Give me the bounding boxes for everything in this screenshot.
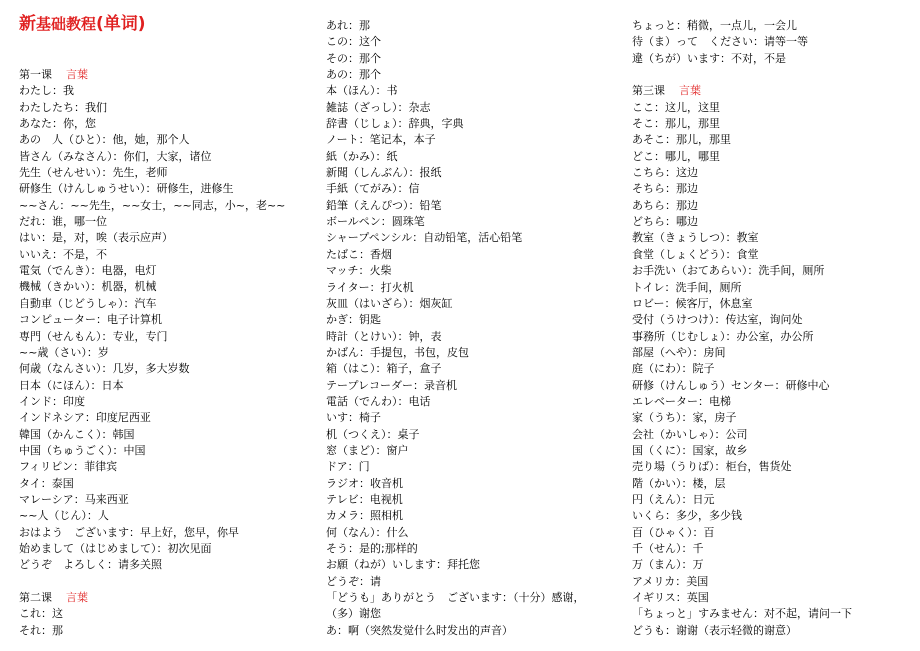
vocab-entry: あちら：那边: [632, 198, 698, 212]
vocab-entry: 韓国（かんこく）：韩国: [19, 427, 135, 441]
vocab-entry: 時計（とけい）：钟，表: [326, 329, 442, 343]
vocab-entry: 受付（うけつけ）：传达室，询问处: [632, 313, 803, 327]
vocab-entry: イギリス：英国: [632, 591, 709, 605]
vocab-entry: どうぞ よろしく：请多关照: [19, 558, 162, 572]
vocab-entry: あそこ：那儿，那里: [632, 133, 731, 147]
vocab-entry: テレビ：电视机: [326, 492, 403, 506]
vocab-entry: ドア：门: [326, 460, 370, 474]
vocab-entry: 何（なん）：什么: [326, 525, 409, 539]
vocab-entry: テープレコーダー：录音机: [326, 378, 458, 392]
vocab-entry: 中国（ちゅうごく）：中国: [19, 443, 146, 457]
vocab-entry: タイ：泰国: [19, 476, 74, 490]
vocab-entry: 千（せん）：千: [632, 542, 704, 555]
vocab-entry: ボールペン：圆珠笔: [326, 215, 425, 229]
vocab-entry: 本（ほん）：书: [326, 84, 398, 98]
vocab-entry: 教室（きょうしつ）：教室: [632, 231, 759, 245]
vocab-entry: いくら：多少，多少钱: [632, 509, 742, 523]
vocab-entry: ~~さん：~~先生，~~女士，~~同志，小~，老~~: [19, 198, 286, 212]
vocab-entry: たばこ：香烟: [326, 247, 392, 261]
vocab-entry: ここ：这儿，这里: [632, 100, 720, 114]
lesson-word: 言葉: [66, 591, 88, 604]
vocab-entry: コンピューター：电子计算机: [19, 313, 162, 327]
vocab-entry: 部屋（へや）：房间: [632, 345, 726, 359]
vocab-entry: トイレ：洗手间，厕所: [632, 280, 742, 294]
lesson-heading-2: [19, 590, 309, 606]
vocab-entry: そう：是的;那样的: [326, 542, 418, 555]
vocab-entry: マッチ：火柴: [326, 264, 392, 278]
vocab-entry: あの 人（ひと）：他，她，那个人: [19, 133, 190, 147]
vocab-entry: お手洗い（おてあらい）：洗手间，厕所: [632, 264, 825, 278]
vocab-entry: どうも：谢谢（表示轻微的谢意）: [632, 623, 797, 637]
vocab-entry: 事務所（じむしょ）：办公室，办公所: [632, 329, 814, 343]
vocab-entry: 自動車（じどうしゃ）：汽车: [19, 296, 157, 310]
title-part-b: 基础教程: [36, 15, 97, 33]
document-title: [19, 13, 146, 35]
vocab-entry: 電気（でんき）：电器，电灯: [19, 264, 157, 278]
vocab-entry: わたしたち：我们: [19, 100, 107, 114]
vocab-entry: ラジオ：收音机: [326, 476, 403, 490]
vocab-entry: その：那个: [326, 51, 381, 65]
vocab-entry: 専門（せんもん）：专业，专门: [19, 329, 168, 343]
vocab-entry: 辞書（じしょ）：辞典，字典: [326, 117, 464, 131]
spacer: [19, 574, 309, 590]
vocab-entry: 手紙（てがみ）：信: [326, 182, 420, 196]
vocab-entry: 待（ま）って ください：请等一等: [632, 35, 808, 49]
spacer: [632, 67, 917, 83]
vocab-entry: いす：椅子: [326, 411, 381, 425]
vocab-entry: そちら：那边: [632, 182, 698, 196]
vocab-list-3: [632, 100, 917, 639]
vocab-entry: 会社（かいしゃ）：公司: [632, 427, 748, 441]
vocab-entry: 違（ちが）います：不对，不是: [632, 51, 786, 65]
vocab-entry: 机（つくえ）：桌子: [326, 427, 420, 441]
vocab-entry: それ：那: [19, 623, 63, 637]
vocab-entry: 階（かい）：楼，层: [632, 476, 726, 490]
vocab-entry: シャープペンシル：自动铅笔，活心铅笔: [326, 231, 523, 245]
lesson-word: 言葉: [66, 68, 88, 81]
vocab-entry: どうぞ：请: [326, 574, 381, 588]
vocab-entry: 箱（はこ）：箱子，盒子: [326, 362, 442, 376]
vocab-entry: 研修生（けんしゅうせい）：研修生，进修生: [19, 182, 234, 196]
vocab-entry: 売り場（うりば）：柜台，售货处: [632, 460, 792, 474]
vocab-entry: エレベーター：电梯: [632, 394, 731, 408]
vocab-entry: 鉛筆（えんぴつ）：铅笔: [326, 198, 442, 212]
lesson-heading-1: [19, 67, 309, 83]
vocab-entry: 家（うち）：家，房子: [632, 411, 737, 425]
vocab-entry: 研修（けんしゅう）センター：研修中心: [632, 378, 830, 392]
vocab-entry: かばん：手提包，书包，皮包: [326, 345, 469, 359]
vocab-entry: この：这个: [326, 35, 381, 49]
vocab-entry: アメリカ：美国: [632, 574, 709, 588]
vocab-entry: ノート：笔记本，本子: [326, 133, 436, 147]
vocab-entry: こちら：这边: [632, 166, 698, 180]
vocab-entry: 灰皿（はいざら）：烟灰缸: [326, 296, 453, 310]
vocab-entry: いいえ：不是，不: [19, 247, 107, 261]
lesson-word: 言葉: [679, 84, 701, 98]
column-2: [326, 18, 616, 639]
vocab-entry: 皆さん（みなさん）：你们，大家，诸位: [19, 149, 212, 163]
vocab-list-1: [19, 83, 309, 573]
vocab-entry: 「どうも」ありがとう ございます：（十分）感谢，: [326, 591, 585, 605]
vocab-entry: 食堂（しょくどう）：食堂: [632, 247, 759, 261]
vocab-entry: どちら：哪边: [632, 215, 698, 229]
vocab-entry: かぎ：钥匙: [326, 313, 381, 327]
vocab-entry: 窓（まど）：窗户: [326, 443, 409, 457]
vocab-entry: どこ：哪儿，哪里: [632, 149, 720, 163]
title-part-a: 新: [19, 14, 36, 34]
vocab-entry: 新聞（しんぶん）：报纸: [326, 166, 442, 180]
vocab-entry: マレーシア：马来西亚: [19, 492, 129, 506]
title-part-c: (单词): [96, 14, 146, 34]
vocab-entry: あなた：你，您: [19, 117, 96, 131]
vocab-entry: 機械（きかい）：机器，机械: [19, 280, 157, 294]
lesson-label: 第三课: [632, 84, 665, 98]
lesson-label: 第一课: [19, 68, 52, 81]
column-3: [632, 18, 917, 639]
vocab-entry: 百（ひゃく）：百: [632, 525, 715, 539]
vocab-entry: あ：啊（突然发觉什么时发出的声音）: [326, 623, 513, 637]
vocab-entry: だれ：谁，哪一位: [19, 215, 107, 229]
vocab-entry: おはよう ございます：早上好，您早，你早: [19, 525, 239, 539]
vocab-list-2-continued: [326, 18, 616, 639]
vocab-entry: これ：这: [19, 607, 63, 621]
vocab-entry: （多）谢您: [326, 607, 381, 621]
vocab-entry: 紙（かみ）：纸: [326, 149, 398, 163]
vocab-entry: あの：那个: [326, 68, 381, 82]
vocab-entry: そこ：那儿，那里: [632, 117, 720, 131]
column-1: [19, 67, 309, 639]
vocab-entry: はい：是，对，唉（表示应声）: [19, 231, 173, 245]
lesson-label: 第二课: [19, 591, 52, 604]
vocab-entry: 万（まん）：万: [632, 558, 704, 572]
vocab-list-2: [19, 606, 309, 639]
vocab-entry: 何歳（なんさい）：几岁，多大岁数: [19, 362, 190, 376]
vocab-entry: ~~人（じん）：人: [19, 509, 109, 523]
vocab-entry: 庭（にわ）：院子: [632, 362, 715, 376]
lesson-heading-3: [632, 83, 917, 99]
vocab-entry: ちょっと：稍微，一点儿，一会儿: [632, 19, 797, 32]
vocab-entry: 雑誌（ざっし）：杂志: [326, 100, 431, 114]
vocab-entry: フィリピン：菲律宾: [19, 460, 118, 474]
vocab-entry: あれ：那: [326, 19, 370, 32]
vocab-entry: 「ちょっと」すみません：对不起，请问一下: [632, 607, 852, 621]
vocab-entry: インドネシア：印度尼西亚: [19, 411, 151, 425]
vocab-entry: カメラ：照相机: [326, 509, 403, 523]
vocab-entry: ~~歳（さい）：岁: [19, 345, 109, 359]
vocab-entry: お願（ねが）いします：拜托您: [326, 558, 480, 572]
vocab-entry: インド：印度: [19, 394, 85, 408]
vocab-entry: 始めまして（はじめまして）：初次见面: [19, 541, 212, 555]
vocab-entry: ライター：打火机: [326, 280, 414, 294]
vocab-list-2-end: [632, 18, 917, 67]
vocab-entry: 電話（でんわ）：电话: [326, 394, 431, 408]
vocab-entry: 円（えん）：日元: [632, 492, 715, 506]
vocab-entry: 国（くに）：国家，故乡: [632, 443, 748, 457]
vocab-entry: 日本（にほん）：日本: [19, 378, 124, 392]
vocab-entry: 先生（せんせい）：先生，老师: [19, 166, 168, 180]
vocab-entry: ロビー：候客厅，休息室: [632, 296, 753, 310]
vocab-entry: わたし：我: [19, 84, 74, 98]
